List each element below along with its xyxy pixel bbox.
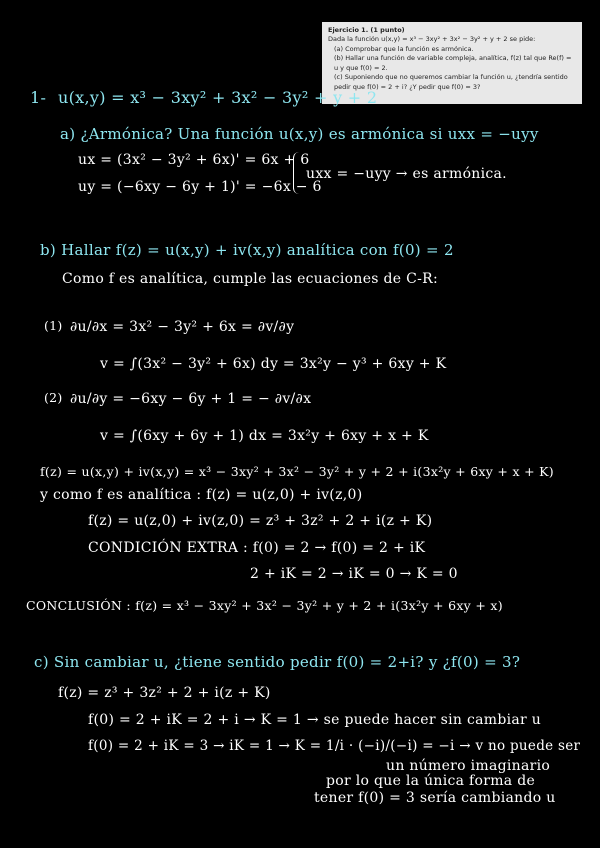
eq1-cauchy-riemann: ∂u/∂x = 3x² − 3y² + 6x = ∂v/∂y [70,319,295,335]
eq2-cauchy-riemann: ∂u/∂y = −6xy − 6y + 1 = − ∂v/∂x [70,391,312,407]
part-c-note-3: tener f(0) = 3 sería cambiando u [314,790,556,806]
eq1-number: (1) [44,318,63,333]
eq2-integral: v = ∫(6xy + 6y + 1) dx = 3x²y + 6xy + x + K [100,428,429,444]
part-a-uy: uy = (−6xy − 6y + 1)' = −6x − 6 [78,179,322,195]
problem-item-a: (a) Comprobar que la función es armónica. [334,44,474,53]
part-c-heading: c) Sin cambiar u, ¿tiene sentido pedir f(0) = 2+i? y ¿f(0) = 3? [34,653,521,671]
part-c-case-1: f(0) = 2 + iK = 2 + i → K = 1 → se puede hacer sin cambiar u [88,712,542,728]
part-b-conclusion: CONCLUSIÓN : f(z) = x³ − 3xy² + 3x² − 3y² + y + 2 + i(3x²y + 6xy + x) [26,598,503,613]
part-a-ux: ux = (3x² − 3y² + 6x)' = 6x + 6 [78,152,310,168]
solve-k: 2 + iK = 2 → iK = 0 → K = 0 [250,566,458,582]
exercise-number: 1- [30,88,47,107]
problem-item-c: (c) Suponiendo que no queremos cambiar la función u, ¿tendría sentido pedir que f(0) = 2 + i? ¿Y pedir que f(0) = 3? [334,73,568,91]
brace-symbol [293,152,302,194]
part-a-conclusion: uxx = −uyy → es armónica. [306,166,507,182]
part-b-heading: b) Hallar f(z) = u(x,y) + iv(x,y) analítica con f(0) = 2 [40,241,454,259]
f-of-z: f(z) = u(z,0) + iv(z,0) = z³ + 3z² + 2 + i(z + K) [88,513,433,529]
problem-item-b: (b) Hallar una función de variable compleja, analítica, f(z) tal que Re(f) = u y que f(0) = 2. [334,54,572,72]
part-c-note-1: un número imaginario [386,758,551,774]
part-a-heading: a) ¿Armónica? Una función u(x,y) es armónica si uxx = −uyy [60,125,539,143]
function-definition: u(x,y) = x³ − 3xy² + 3x² − 3y² + y + 2 [58,88,378,107]
f-general-form: f(z) = u(x,y) + iv(x,y) = x³ − 3xy² + 3x² − 3y² + y + 2 + i(3x²y + 6xy + x + K) [40,464,554,479]
part-c-f-of-z: f(z) = z³ + 3z² + 2 + i(z + K) [58,685,271,701]
problem-title: Ejercicio 1. (1 punto) [328,26,405,34]
eq2-number: (2) [44,390,63,405]
part-b-intro: Como f es analítica, cumple las ecuaciones de C-R: [62,271,439,287]
part-c-case-2: f(0) = 2 + iK = 3 → iK = 1 → K = 1/i · (−i)/(−i) = −i → v no puede ser [88,738,581,754]
eq1-integral: v = ∫(3x² − 3y² + 6x) dy = 3x²y − y³ + 6xy + K [100,356,447,372]
part-c-note-2: por lo que la única forma de [326,773,536,789]
analytic-line: y como f es analítica : f(z) = u(z,0) + iv(z,0) [40,487,363,503]
extra-condition: CONDICIÓN EXTRA : f(0) = 2 → f(0) = 2 + iK [88,540,426,556]
problem-statement: Dada la función u(x,y) = x³ − 3xy² + 3x² − 3y² + y + 2 se pide: [328,35,536,44]
